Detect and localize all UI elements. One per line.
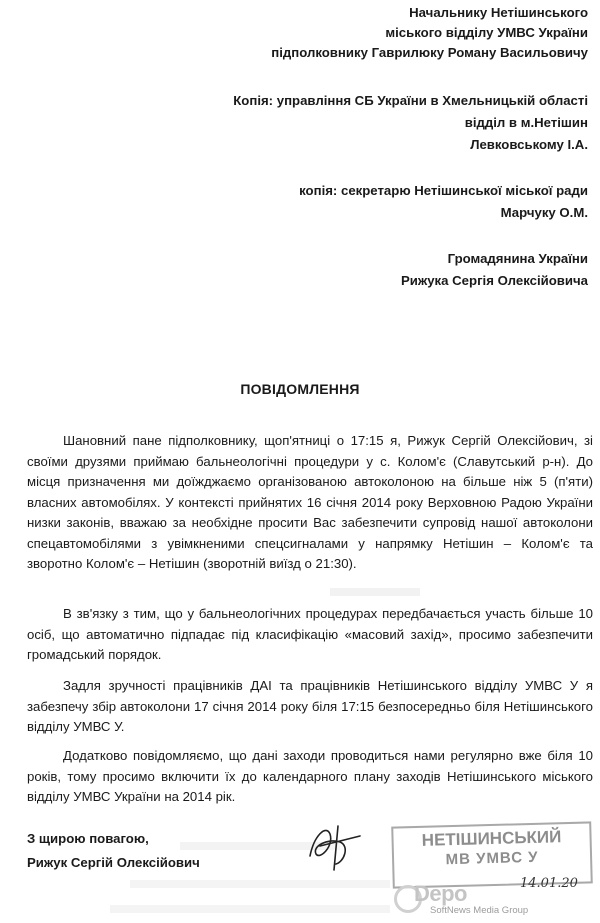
paragraph-2: В зв'язку з тим, що у бальнеологічних процедурах передбачається участь більше 10 осіб, що автоматично підпадає під класифікацію «масовий захід», просимо забезпечити громадський порядок. bbox=[27, 606, 593, 662]
closing-line-2: Рижук Сергій Олексійович bbox=[27, 855, 200, 870]
copy2-line-2: Марчуку О.М. bbox=[500, 205, 588, 220]
copy1-line-3: Левковському І.А. bbox=[470, 137, 588, 152]
watermark-sub: SoftNews Media Group bbox=[430, 905, 529, 916]
closing-line-1: З щирою повагою, bbox=[27, 831, 149, 846]
addressee-line-3: підполковнику Гаврилюку Роману Васильовичу bbox=[271, 45, 588, 60]
stamp-line-2: МВ УМВС У bbox=[445, 848, 539, 869]
document-title: ПОВІДОМЛЕННЯ bbox=[240, 381, 360, 397]
paragraph-3: Задля зручності працівників ДАІ та працівників Нетішинського відділу УМВС У я забезпечу збір автоколони 17 січня 2014 року біля 17:15 безпосередньо біля Нетішинського відділу УМВС У. bbox=[27, 678, 593, 734]
watermark-brand: Depo bbox=[414, 881, 467, 906]
paragraph-1: Шановний пане підполковнику, щоп'ятниці о 17:15 я, Рижук Сергій Олексійович, зі своїми друзями приймаю бальнеологічні процедури у с. Колом'є (Славутський р-н). До місця призначення ми доїжджаємо організованою автоколоною на більше ніж 5 (п'яти) власних автомобілях. У контексті прийнятих 16 січня 2014 року Верховною Радою України низки законів, вважаю за необхідне просити Вас забезпечити супровід нашої автоколони спецавтомобілями з увімкненими спецсигналами у напрямку Нетішин – Колом'є та зворотно Колом'є – Нетішин (зворотній виїзд о 21:30). bbox=[27, 433, 593, 571]
signature-icon bbox=[300, 816, 370, 876]
copy2-line-1: копія: секретарю Нетішинської міської ради bbox=[299, 183, 588, 198]
copy1-line-2: відділ в м.Нетішин bbox=[464, 115, 588, 130]
handwritten-date: 14.01.20 bbox=[520, 876, 578, 891]
copy1-line-1: Копія: управління СБ України в Хмельницькій області bbox=[233, 93, 588, 108]
bleed-through-mark bbox=[110, 905, 390, 913]
stamp-line-1: НЕТІШИНСЬКИЙ bbox=[421, 827, 562, 850]
addressee-line-1: Начальнику Нетішинського bbox=[409, 5, 588, 20]
bleed-through-mark bbox=[130, 880, 390, 888]
paragraph-4: Додатково повідомляємо, що дані заходи проводиться нами регулярно вже біля 10 років, тому просимо включити їх до календарного плану заходів Нетішинського міського відділу УМВС України на 2014 рік. bbox=[27, 748, 593, 804]
addressee-line-2: міського відділу УМВС України bbox=[385, 25, 588, 40]
bleed-through-mark bbox=[330, 588, 420, 596]
sender-line-1: Громадянина України bbox=[447, 251, 588, 266]
sender-line-2: Рижука Сергія Олексійовича bbox=[400, 273, 588, 288]
